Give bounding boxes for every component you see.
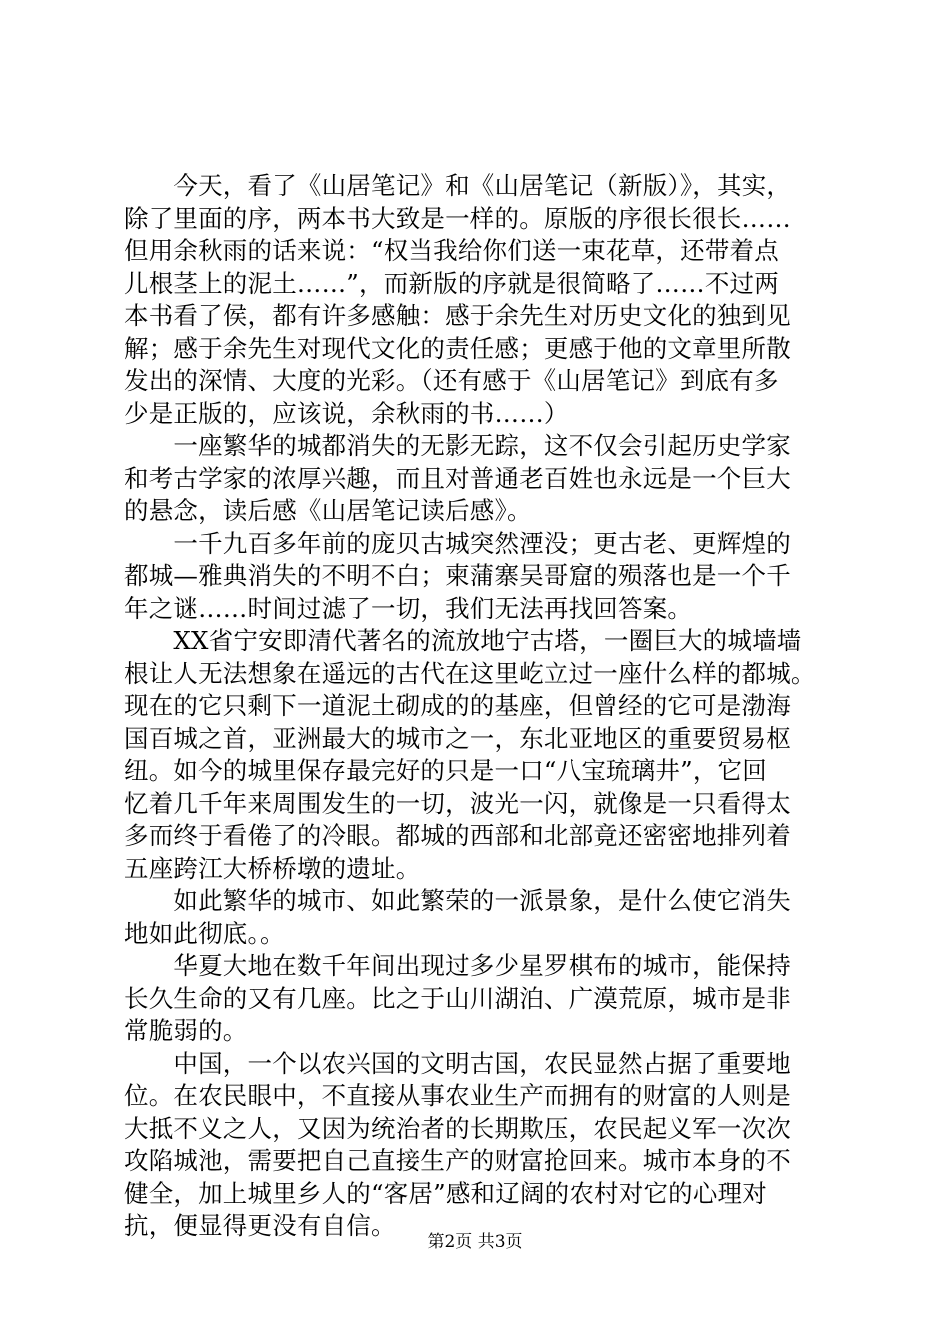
document-body: [124, 170, 836, 1243]
page-number: 第2页 共3页: [427, 1232, 523, 1252]
text-line: 抗，便显得更没有自信。: [124, 1211, 396, 1240]
text-line: 地如此彻底。。: [124, 918, 285, 948]
text-line: 常脆弱的。: [124, 1016, 248, 1045]
text-line: 国百城之首，亚洲最大的城市之一，东北亚地区的重要贸易枢: [124, 723, 791, 753]
text-line: 发出的深情、大度的光彩。（还有感于《山居笔记》到底有多: [124, 366, 779, 395]
text-line: 今天，看了《山居笔记》和《山居笔记（新版）》，其实，: [124, 171, 792, 200]
text-line: 忆着几千年来周围发生的一切，波光一闪，就像是一只看得太: [124, 788, 791, 818]
text-line: 攻陷城池，需要把自己直接生产的财富抢回来。城市本身的不: [124, 1146, 791, 1175]
text-line: 少是正版的，应该说，余秋雨的书……）: [124, 398, 569, 428]
text-line: 健全，加上城里乡人的“客居”感和辽阔的农村对它的心理对: [124, 1178, 767, 1208]
text-line: 除了里面的序，两本书大致是一样的。原版的序很长很长……: [124, 203, 791, 233]
text-line: 大抵不义之人，又因为统治者的长期欺压，农民起义军一次次: [124, 1113, 791, 1143]
text-line: 五座跨江大桥桥墩的遗址。: [124, 853, 421, 883]
text-line: 本书看了侯，都有许多感触：感于余先生对历史文化的独到见: [124, 301, 791, 330]
text-line: XX省宁安即清代著名的流放地宁古塔，一圈巨大的城墙墙: [124, 626, 802, 655]
text-line: 都城—雅典消失的不明不白；柬蒲寨吴哥窟的殒落也是一个千: [124, 561, 791, 590]
text-line: 的悬念，读后感《山居笔记读后感》。: [124, 496, 532, 525]
text-line: 如此繁华的城市、如此繁荣的一派景象，是什么使它消失: [124, 886, 791, 915]
text-line: 华夏大地在数千年间出现过多少星罗棋布的城市，能保持: [124, 951, 791, 980]
text-line: 多而终于看倦了的冷眼。都城的西部和北部竟还密密地排列着: [124, 821, 791, 850]
text-line: 长久生命的又有几座。比之于山川湖泊、广漠荒原，城市是非: [124, 983, 791, 1013]
text-line: 根让人无法想象在遥远的古代在这里屹立过一座什么样的都城。: [124, 658, 816, 688]
text-line: 一座繁华的城都消失的无影无踪，这不仅会引起历史学家: [124, 431, 791, 460]
text-line: 年之谜……时间过滤了一切，我们无法再找回答案。: [124, 593, 693, 623]
text-line: 但用余秋雨的话来说：“权当我给你们送一束花草，还带着点: [124, 236, 779, 265]
text-line: 儿根茎上的泥土……”，而新版的序就是很简略了……不过两: [124, 268, 779, 298]
text-line: 纽。如今的城里保存最完好的只是一口“八宝琉璃井”，它回: [124, 756, 767, 785]
text-line: 中国，一个以农兴国的文明古国，农民显然占据了重要地: [124, 1048, 791, 1078]
text-line: 位。在农民眼中，不直接从事农业生产而拥有的财富的人则是: [124, 1081, 791, 1110]
text-line: 解；感于余先生对现代文化的责任感；更感于他的文章里所散: [124, 333, 791, 363]
page-footer: [0, 1231, 950, 1253]
text-line: 一千九百多年前的庞贝古城突然湮没；更古老、更辉煌的: [124, 528, 791, 558]
text-line: 现在的它只剩下一道泥土砌成的的基座，但曾经的它可是渤海: [124, 691, 791, 720]
text-line: 和考古学家的浓厚兴趣，而且对普通老百姓也永远是一个巨大: [124, 463, 791, 493]
